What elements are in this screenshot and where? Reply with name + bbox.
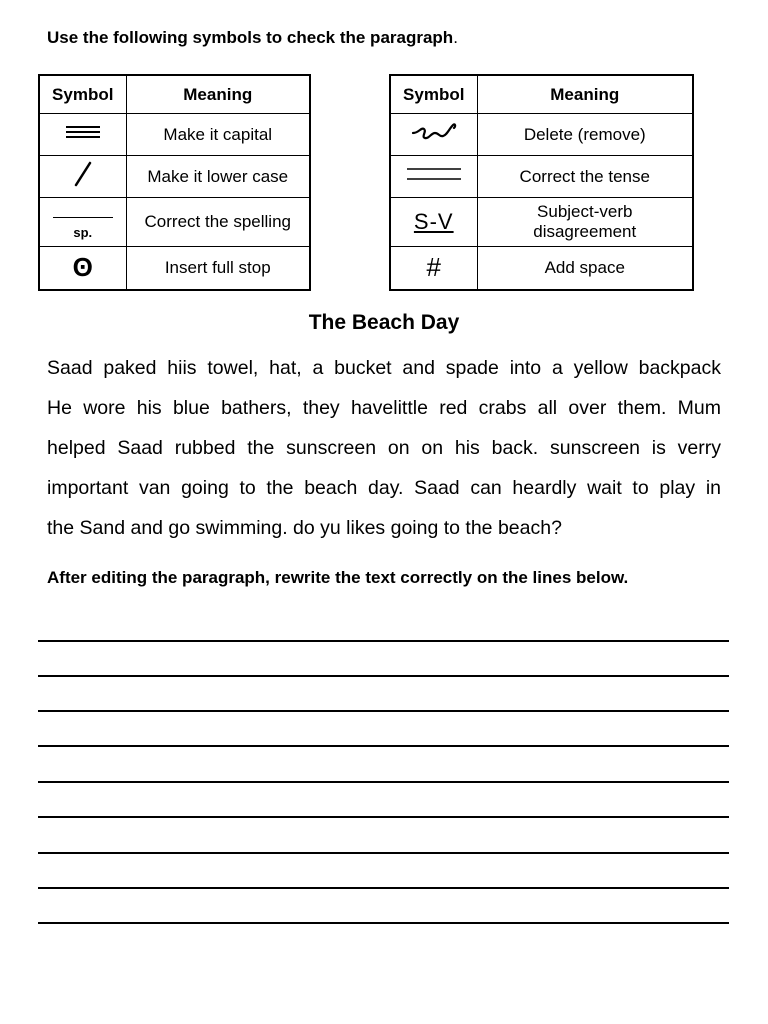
paragraph-line: important van going to the beach day. Saad can heardly wait to play in — [47, 477, 721, 499]
symbol-cell — [39, 247, 126, 291]
symbol-cell — [390, 156, 477, 198]
writing-line[interactable] — [38, 852, 729, 854]
rewrite-instruction: After editing the paragraph, rewrite the text correctly on the lines below. — [47, 568, 629, 587]
slash-icon — [68, 160, 98, 188]
paragraph-line: Saad paked hiis towel, hat, a bucket and spade into a yellow backpack — [47, 357, 721, 379]
story-title: The Beach Day — [308, 311, 460, 334]
symbol-cell — [390, 198, 477, 247]
meaning-cell: Make it capital — [126, 114, 310, 156]
double-underline-icon — [404, 163, 464, 185]
table-row — [39, 198, 310, 247]
writing-line[interactable] — [38, 816, 729, 818]
meaning-header: Meaning — [126, 75, 310, 114]
table-row — [39, 114, 310, 156]
symbol-header: Symbol — [390, 75, 477, 114]
meaning-cell: Correct the tense — [477, 156, 693, 198]
triple-underline-icon — [63, 122, 103, 142]
hash-icon: # — [426, 252, 441, 283]
writing-line[interactable] — [38, 887, 729, 889]
sv-icon: S-V — [413, 209, 454, 235]
symbol-cell — [390, 114, 477, 156]
paragraph-line: helped Saad rubbed the sunscreen on on his back. sunscreen is verry — [47, 437, 721, 459]
writing-line[interactable] — [38, 745, 729, 747]
meaning-cell: Make it lower case — [126, 156, 310, 198]
writing-line[interactable] — [38, 922, 729, 924]
table-header — [390, 75, 693, 114]
paragraph-line: He wore his blue bathers, they havelittle red crabs all over them. Mum — [47, 397, 721, 419]
writing-line[interactable] — [38, 640, 729, 642]
symbols-table-right — [389, 74, 694, 291]
delete-squiggle-icon — [409, 117, 459, 147]
symbols-table-left — [38, 74, 311, 291]
writing-line[interactable] — [38, 781, 729, 783]
symbol-cell — [39, 114, 126, 156]
table-row — [390, 156, 693, 198]
spelling-mark: sp. — [73, 225, 93, 241]
meaning-cell — [477, 198, 693, 247]
table-row — [390, 247, 693, 291]
paragraph-line: the Sand and go swimming. do yu likes going to the beach? — [47, 517, 562, 539]
table-row — [390, 114, 693, 156]
writing-line[interactable] — [38, 675, 729, 677]
symbol-cell — [39, 198, 126, 247]
table-row — [39, 247, 310, 291]
meaning-cell: Delete (remove) — [477, 114, 693, 156]
meaning-cell: Insert full stop — [126, 247, 310, 291]
symbol-header: Symbol — [39, 75, 126, 114]
symbol-cell — [39, 156, 126, 198]
meaning-header: Meaning — [477, 75, 693, 114]
meaning-line: Subject-verb — [537, 202, 633, 222]
meaning-cell: Correct the spelling — [126, 198, 310, 247]
symbol-cell — [390, 247, 477, 291]
meaning-line: disagreement — [533, 222, 637, 241]
table-row — [39, 156, 310, 198]
writing-line[interactable] — [38, 710, 729, 712]
instructions: Use the following symbols to check the paragraph. — [47, 28, 458, 47]
table-row — [390, 198, 693, 247]
table-header — [39, 75, 310, 114]
circle-dot-icon: ʘ — [72, 252, 93, 283]
story-paragraph — [47, 348, 721, 548]
spelling-line-icon — [53, 217, 113, 218]
meaning-cell: Add space — [477, 247, 693, 291]
